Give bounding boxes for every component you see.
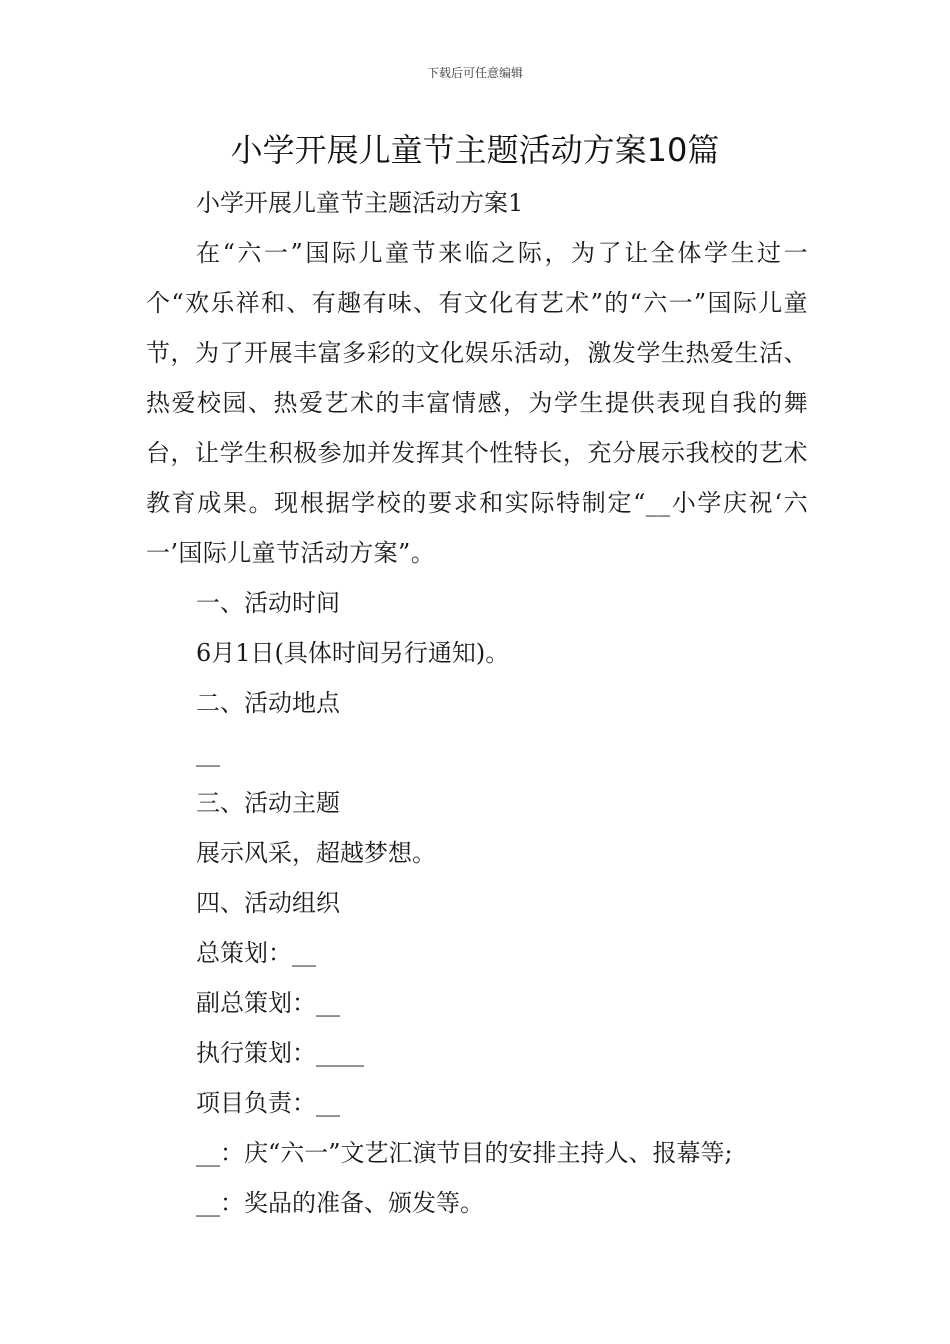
- org-exec: 执行策划：____: [196, 1039, 364, 1067]
- org-project: 项目负责：__: [196, 1089, 340, 1117]
- org-heading: 四、活动组织: [196, 889, 340, 917]
- place-heading: 二、活动地点: [196, 689, 340, 717]
- org-duty-2: __：奖品的准备、颁发等。: [196, 1189, 484, 1217]
- time-heading: 一、活动时间: [196, 589, 340, 617]
- time-value: 6月1日(具体时间另行通知)。: [196, 639, 510, 667]
- section-subtitle: 小学开展儿童节主题活动方案1: [196, 189, 524, 217]
- document-body: [146, 178, 808, 1228]
- document-title: 小学开展儿童节主题活动方案10篇: [230, 131, 720, 169]
- org-deputy: 副总策划：__: [196, 989, 340, 1017]
- theme-value: 展示风采，超越梦想。: [196, 839, 436, 867]
- place-value: __: [196, 739, 220, 767]
- header-note: 下载后可任意编辑: [426, 66, 523, 80]
- org-duty-1: __：庆“六一”文艺汇演节目的安排主持人、报幕等;: [196, 1139, 733, 1167]
- org-chief: 总策划：__: [196, 939, 316, 967]
- intro-paragraph: 在“六一”国际儿童节来临之际，为了让全体学生过一个“欢乐祥和、有趣有味、有文化有艺术”的“六一”国际儿童节，为了开展丰富多彩的文化娱乐活动，激发学生热爱生活、热爱校园、热爱艺术的丰富情感，为学生提供表现自我的舞台，让学生积极参加并发挥其个性特长，充分展示我校的艺术教育成果。现根据学校的要求和实际特制定“__小学庆祝‘六一’国际儿童节活动方案”。: [146, 239, 808, 567]
- theme-heading: 三、活动主题: [196, 789, 340, 817]
